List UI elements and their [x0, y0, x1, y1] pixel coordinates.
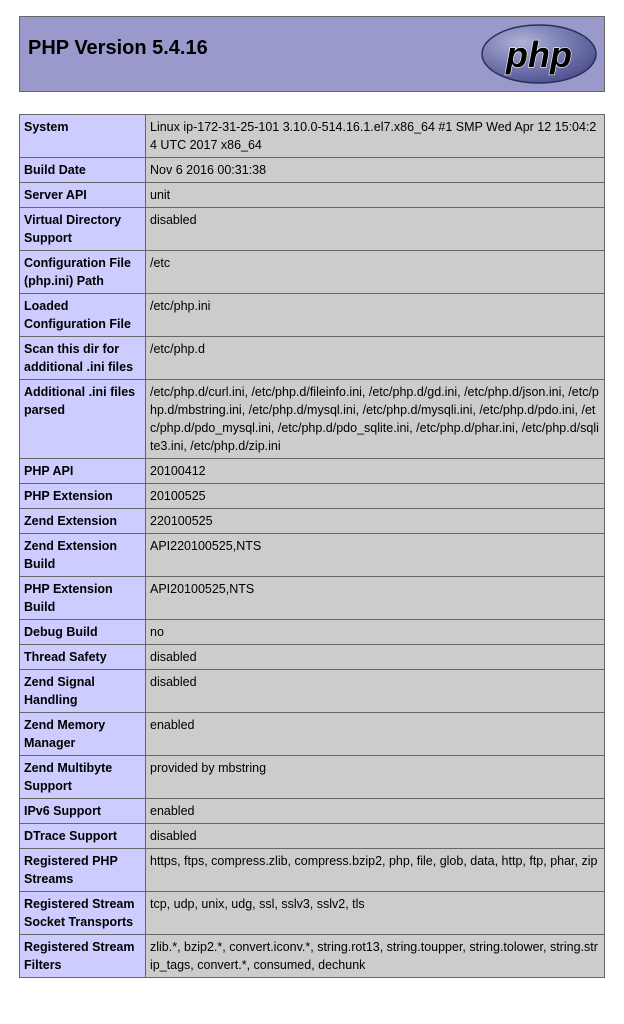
row-key: DTrace Support — [20, 824, 146, 849]
row-key: PHP Extension Build — [20, 577, 146, 620]
row-key: Configuration File (php.ini) Path — [20, 251, 146, 294]
row-value: provided by mbstring — [146, 756, 605, 799]
table-row — [20, 620, 605, 645]
row-key: Zend Signal Handling — [20, 670, 146, 713]
table-row — [20, 577, 605, 620]
php-logo — [480, 23, 598, 85]
row-key: Zend Extension — [20, 509, 146, 534]
configuration-table — [19, 114, 605, 978]
table-row — [20, 380, 605, 459]
row-key: IPv6 Support — [20, 799, 146, 824]
row-key: Thread Safety — [20, 645, 146, 670]
row-key: System — [20, 115, 146, 158]
row-key: Registered Stream Filters — [20, 935, 146, 978]
row-value: API220100525,NTS — [146, 534, 605, 577]
row-value: /etc/php.d — [146, 337, 605, 380]
php-logo-text: php — [506, 34, 572, 75]
row-value: 20100525 — [146, 484, 605, 509]
table-row — [20, 534, 605, 577]
row-value: zlib.*, bzip2.*, convert.iconv.*, string.rot13, string.toupper, string.tolower, string.strip_tags, convert.*, consumed, dechunk — [146, 935, 605, 978]
table-row — [20, 208, 605, 251]
table-row — [20, 509, 605, 534]
row-key: Scan this dir for additional .ini files — [20, 337, 146, 380]
row-key: Registered PHP Streams — [20, 849, 146, 892]
row-key: Zend Extension Build — [20, 534, 146, 577]
row-value: no — [146, 620, 605, 645]
row-value: disabled — [146, 824, 605, 849]
row-key: Additional .ini files parsed — [20, 380, 146, 459]
row-value: enabled — [146, 799, 605, 824]
row-value: disabled — [146, 208, 605, 251]
page-title: PHP Version 5.4.16 — [28, 37, 208, 59]
row-value: /etc/php.d/curl.ini, /etc/php.d/fileinfo.ini, /etc/php.d/gd.ini, /etc/php.d/json.ini, /etc/php.d/mbstring.ini, /etc/php.d/mysql.ini, /etc/php.d/mysqli.ini, /etc/php.d/pdo.ini, /etc/php.d/pdo_mysql.ini, /etc/php.d/pdo_sqlite.ini, /etc/php.d/phar.ini, /etc/php.d/sqlite3.ini, /etc/php.d/zip.ini — [146, 380, 605, 459]
table-row — [20, 713, 605, 756]
row-value: Nov 6 2016 00:31:38 — [146, 158, 605, 183]
table-row — [20, 294, 605, 337]
row-key: PHP Extension — [20, 484, 146, 509]
table-row — [20, 251, 605, 294]
row-value: tcp, udp, unix, udg, ssl, sslv3, sslv2, tls — [146, 892, 605, 935]
table-row — [20, 670, 605, 713]
version-header — [19, 16, 605, 92]
table-row — [20, 849, 605, 892]
row-key: Zend Memory Manager — [20, 713, 146, 756]
row-value: API20100525,NTS — [146, 577, 605, 620]
row-value: /etc/php.ini — [146, 294, 605, 337]
row-value: 20100412 — [146, 459, 605, 484]
table-row — [20, 158, 605, 183]
row-value: disabled — [146, 670, 605, 713]
row-key: Build Date — [20, 158, 146, 183]
table-row — [20, 183, 605, 208]
row-key: Server API — [20, 183, 146, 208]
table-row — [20, 337, 605, 380]
table-row — [20, 459, 605, 484]
table-row — [20, 892, 605, 935]
table-row — [20, 115, 605, 158]
row-key: Registered Stream Socket Transports — [20, 892, 146, 935]
row-key: Loaded Configuration File — [20, 294, 146, 337]
row-value: 220100525 — [146, 509, 605, 534]
row-value: unit — [146, 183, 605, 208]
table-row — [20, 645, 605, 670]
row-key: Zend Multibyte Support — [20, 756, 146, 799]
table-row — [20, 799, 605, 824]
table-row — [20, 935, 605, 978]
row-value: enabled — [146, 713, 605, 756]
row-value: disabled — [146, 645, 605, 670]
row-key: Debug Build — [20, 620, 146, 645]
table-row — [20, 756, 605, 799]
row-key: Virtual Directory Support — [20, 208, 146, 251]
row-key: PHP API — [20, 459, 146, 484]
table-row — [20, 824, 605, 849]
phpinfo-page — [19, 0, 605, 978]
table-row — [20, 484, 605, 509]
row-value: Linux ip-172-31-25-101 3.10.0-514.16.1.el7.x86_64 #1 SMP Wed Apr 12 15:04:24 UTC 2017 x86_64 — [146, 115, 605, 158]
row-value: /etc — [146, 251, 605, 294]
row-value: https, ftps, compress.zlib, compress.bzip2, php, file, glob, data, http, ftp, phar, zip — [146, 849, 605, 892]
